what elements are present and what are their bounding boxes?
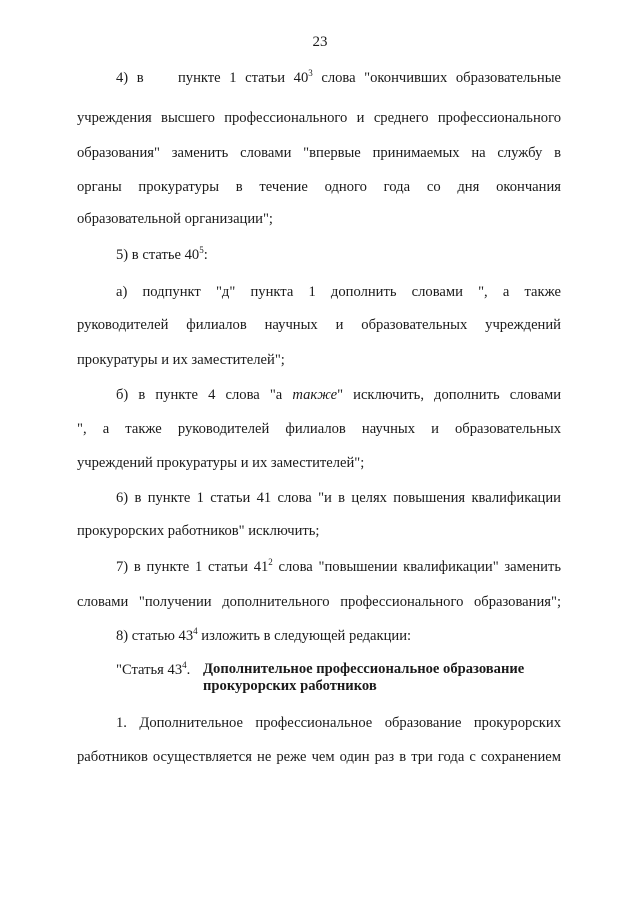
- item-5b-line-3: учреждений прокуратуры и их заместителей";: [77, 455, 365, 471]
- item-6-line-1: 6) в пункте 1 статьи 41 слова "и в целях повышения квалификации: [116, 490, 561, 506]
- article-item-1-line-1: 1. Дополнительное профессиональное образование прокурорских: [116, 715, 561, 731]
- item-5a-line-2: руководителей филиалов научных и образовательных учреждений: [77, 317, 561, 333]
- item-5b-line-1: б) в пункте 4 слова "а также" исключить, дополнить словами: [116, 387, 562, 403]
- item-4-line-3: образования" заменить словами "впервые принимаемых на службу в: [77, 145, 561, 161]
- item-5b-line-2: ", а также руководителей филиалов научных и образовательных: [77, 421, 561, 437]
- article-item-1-line-2: работников осуществляется не реже чем один раз в три года с сохранением: [77, 749, 561, 765]
- item-4-line-1: 4) в пункте 1 статьи $40^3$ слова "окончивших образовательные: [116, 68, 562, 86]
- article-title: [203, 661, 533, 695]
- item-5-heading: 5) в статье $40^5$:: [116, 245, 208, 263]
- article-label: "Статья $43^4$.: [116, 660, 191, 678]
- item-4-line-5: образовательной организации";: [77, 211, 273, 227]
- item-5a-line-3: прокуратуры и их заместителей";: [77, 352, 285, 368]
- item-5a-line-1: а) подпункт "д" пункта 1 дополнить словами ", а также: [116, 284, 561, 300]
- item-4-line-2: учреждения высшего профессионального и среднего профессионального: [77, 110, 561, 126]
- article-title-line-1: Дополнительное профессиональное образование: [203, 661, 525, 677]
- page-number: 23: [312, 34, 328, 50]
- item-7-line-1: 7) в пункте 1 статьи $41^2$ слова "повышении квалификации" заменить: [116, 557, 561, 575]
- item-6-line-2: прокурорских работников" исключить;: [77, 523, 320, 539]
- article-title-line-2: прокурорских работников: [203, 678, 377, 694]
- item-7-line-2: словами "получении дополнительного профессионального образования";: [77, 594, 561, 610]
- item-8-line: 8) статью $43^4$ изложить в следующей редакции:: [116, 626, 412, 644]
- item-4-line-4: органы прокуратуры в течение одного года со дня окончания: [77, 179, 561, 195]
